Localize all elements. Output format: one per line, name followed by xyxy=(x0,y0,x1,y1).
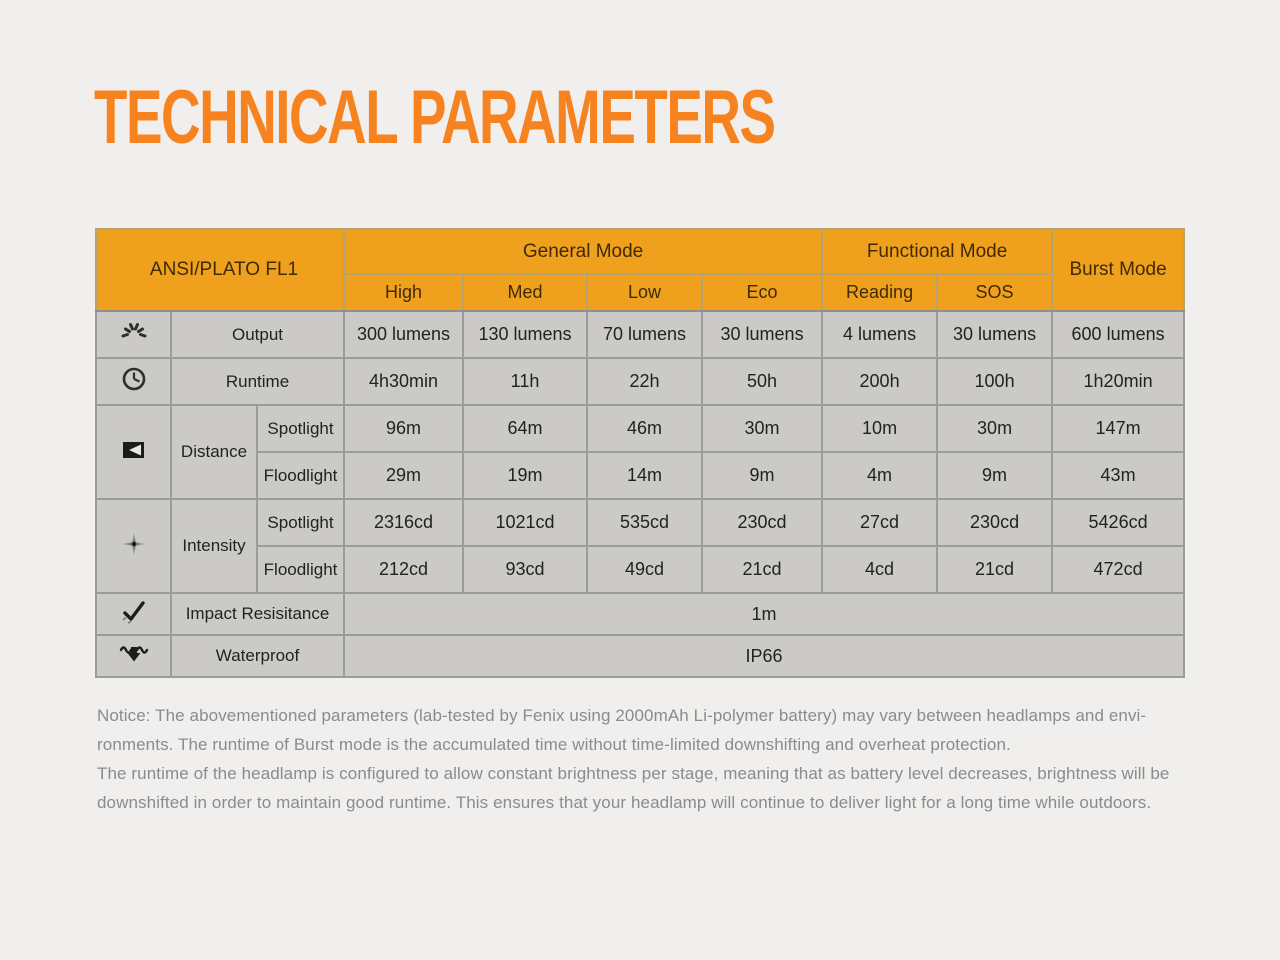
value-cell: 46m xyxy=(587,405,702,452)
page-title-text: TECHNICAL PARAMETERS xyxy=(94,75,775,160)
beam-distance-icon xyxy=(119,435,149,465)
table-row-output xyxy=(96,311,1184,358)
value-cell: 600 lumens xyxy=(1052,311,1184,358)
value-cell: 4h30min xyxy=(344,358,463,405)
value-cell: 14m xyxy=(587,452,702,499)
value-cell: 64m xyxy=(463,405,587,452)
notice-text xyxy=(97,701,1169,817)
value-cell: 535cd xyxy=(587,499,702,546)
table-row-runtime xyxy=(96,358,1184,405)
row-label-waterproof: Waterproof xyxy=(171,635,344,677)
value-cell: 230cd xyxy=(702,499,822,546)
table-row-intensity-spotlight xyxy=(96,499,1184,546)
value-cell: 4 lumens xyxy=(822,311,937,358)
table-row-distance-spotlight xyxy=(96,405,1184,452)
table-row-impact-resistance xyxy=(96,593,1184,635)
notice-line: The runtime of the headlamp is configured to allow constant brightness per stage, meaning that as battery level decreases, brightness will be xyxy=(97,764,1170,783)
value-cell: 93cd xyxy=(463,546,587,593)
intensity-icon xyxy=(119,529,149,559)
table-row-waterproof xyxy=(96,635,1184,677)
value-cell: 147m xyxy=(1052,405,1184,452)
value-cell-waterproof: IP66 xyxy=(344,635,1184,677)
output-icon-cell xyxy=(96,311,171,358)
value-cell: 29m xyxy=(344,452,463,499)
brightness-icon xyxy=(119,317,149,347)
value-cell: 10m xyxy=(822,405,937,452)
clock-icon xyxy=(119,364,149,394)
value-cell: 1h20min xyxy=(1052,358,1184,405)
value-cell: 21cd xyxy=(937,546,1052,593)
value-cell: 230cd xyxy=(937,499,1052,546)
spec-table xyxy=(95,228,1185,678)
value-cell: 130 lumens xyxy=(463,311,587,358)
value-cell: 30m xyxy=(937,405,1052,452)
value-cell: 49cd xyxy=(587,546,702,593)
value-cell: 100h xyxy=(937,358,1052,405)
value-cell: 43m xyxy=(1052,452,1184,499)
value-cell: 300 lumens xyxy=(344,311,463,358)
value-cell: 50h xyxy=(702,358,822,405)
table-row-distance-floodlight xyxy=(96,452,1184,499)
impact-icon xyxy=(119,597,149,627)
waterproof-icon-cell xyxy=(96,635,171,677)
row-label-output: Output xyxy=(171,311,344,358)
column-header-reading: Reading xyxy=(822,274,937,311)
table-corner-label: ANSI/PLATO FL1 xyxy=(96,229,344,311)
value-cell: 9m xyxy=(937,452,1052,499)
notice-line: ronments. The runtime of Burst mode is the accumulated time without time-limited downshifting and overheat protection. xyxy=(97,735,1011,754)
waterproof-icon xyxy=(119,639,149,669)
sub-label-floodlight: Floodlight xyxy=(257,452,344,499)
page-title xyxy=(94,75,1039,160)
intensity-icon-cell xyxy=(96,499,171,593)
row-label-distance: Distance xyxy=(171,405,257,499)
value-cell: 4cd xyxy=(822,546,937,593)
sub-label-spotlight: Spotlight xyxy=(257,405,344,452)
row-label-intensity: Intensity xyxy=(171,499,257,593)
column-header-sos: SOS xyxy=(937,274,1052,311)
value-cell: 2316cd xyxy=(344,499,463,546)
value-cell: 472cd xyxy=(1052,546,1184,593)
value-cell: 22h xyxy=(587,358,702,405)
value-cell: 212cd xyxy=(344,546,463,593)
notice-line: downshifted in order to maintain good runtime. This ensures that your headlamp will continue to deliver light for a long time while outdoors. xyxy=(97,793,1152,812)
group-burst-mode: Burst Mode xyxy=(1052,229,1184,311)
value-cell: 19m xyxy=(463,452,587,499)
table-row-intensity-floodlight xyxy=(96,546,1184,593)
row-label-impact-resistance: Impact Resisitance xyxy=(171,593,344,635)
value-cell: 96m xyxy=(344,405,463,452)
value-cell: 200h xyxy=(822,358,937,405)
value-cell: 30m xyxy=(702,405,822,452)
group-general-mode: General Mode xyxy=(344,229,822,274)
value-cell: 1021cd xyxy=(463,499,587,546)
column-header-med: Med xyxy=(463,274,587,311)
notice-line: Notice: The abovementioned parameters (lab-tested by Fenix using 2000mAh Li-polymer battery) may vary between headlamps and envi- xyxy=(97,706,1147,725)
value-cell-impact: 1m xyxy=(344,593,1184,635)
value-cell: 30 lumens xyxy=(937,311,1052,358)
sub-label-floodlight: Floodlight xyxy=(257,546,344,593)
value-cell: 4m xyxy=(822,452,937,499)
column-header-eco: Eco xyxy=(702,274,822,311)
runtime-icon-cell xyxy=(96,358,171,405)
value-cell: 27cd xyxy=(822,499,937,546)
distance-icon-cell xyxy=(96,405,171,499)
value-cell: 5426cd xyxy=(1052,499,1184,546)
sub-label-spotlight: Spotlight xyxy=(257,499,344,546)
value-cell: 21cd xyxy=(702,546,822,593)
impact-icon-cell xyxy=(96,593,171,635)
row-label-runtime: Runtime xyxy=(171,358,344,405)
column-header-high: High xyxy=(344,274,463,311)
value-cell: 11h xyxy=(463,358,587,405)
value-cell: 9m xyxy=(702,452,822,499)
group-functional-mode: Functional Mode xyxy=(822,229,1052,274)
column-header-low: Low xyxy=(587,274,702,311)
value-cell: 70 lumens xyxy=(587,311,702,358)
value-cell: 30 lumens xyxy=(702,311,822,358)
